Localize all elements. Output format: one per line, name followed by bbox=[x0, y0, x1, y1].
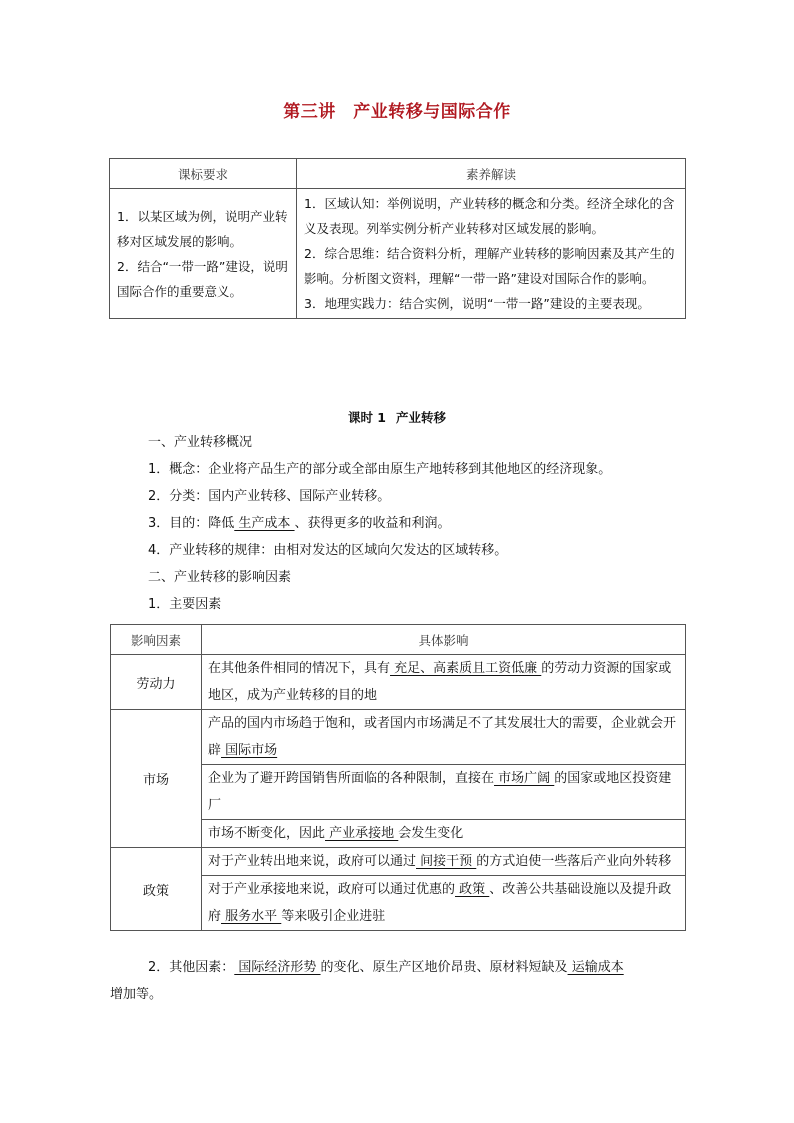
purpose-text: 3．目的：降低 bbox=[148, 516, 235, 531]
lesson-name: 产业转移 bbox=[396, 410, 447, 425]
factor-row-market bbox=[111, 710, 686, 765]
factor-row-policy bbox=[111, 848, 686, 876]
factors-col2-header: 具体影响 bbox=[202, 625, 686, 655]
requirements-body-row bbox=[110, 189, 686, 319]
concept-line: 1．概念：企业将产品生产的部分或全部由原生产地转移到其他地区的经济现象。 bbox=[148, 462, 612, 477]
requirements-col1-header: 课标要求 bbox=[110, 159, 297, 189]
factor-detail bbox=[202, 820, 686, 848]
detail-text: 的国家或地区投资建厂 bbox=[208, 771, 672, 813]
requirements-col2-header: 素养解读 bbox=[297, 159, 686, 189]
fill-blank: 产业承接地 bbox=[325, 826, 399, 841]
main-factors-heading: 1．主要因素 bbox=[148, 597, 222, 612]
rule-line: 4．产业转移的规律：由相对发达的区域向欠发达的区域转移。 bbox=[148, 543, 508, 558]
other-text: 的变化、原生产区地价昂贵、原材料短缺及 bbox=[320, 960, 568, 975]
detail-text: 的劳动力资源的国家或地区，成为产业转移的目的地 bbox=[208, 661, 672, 703]
fill-blank: 服务水平 bbox=[221, 909, 282, 924]
requirement-item: 1．以某区域为例，说明产业转移对区域发展的影响。 bbox=[117, 208, 288, 249]
fill-blank: 间接干预 bbox=[416, 854, 477, 869]
detail-text: 、改善公共基础设施以及提升政府 bbox=[208, 882, 672, 924]
literacy-item: 3．地理实践力：结合实例，说明“一带一路”建设的主要表现。 bbox=[304, 296, 650, 311]
other-factors-line bbox=[148, 958, 624, 978]
detail-text: 对于产业承接地来说，政府可以通过优惠的 bbox=[208, 882, 456, 897]
detail-text: 产品的国内市场趋于饱和，或者国内市场满足不了其发展壮大的需要，企业就会开辟 bbox=[208, 716, 677, 758]
purpose-line bbox=[148, 514, 451, 534]
factors-col1-header: 影响因素 bbox=[111, 625, 202, 655]
fill-blank: 国际市场 bbox=[221, 743, 278, 758]
other-factors-continuation: 增加等。 bbox=[110, 987, 163, 1002]
detail-text: 市场不断变化，因此 bbox=[208, 826, 326, 841]
factors-table bbox=[110, 624, 686, 931]
fill-blank: 市场广阔 bbox=[494, 771, 555, 786]
fill-blank: 政策 bbox=[455, 882, 490, 897]
section1-heading: 一、产业转移概况 bbox=[148, 435, 253, 450]
literacy-item: 2．综合思维：结合资料分析，理解产业转移的影响因素及其产生的影响。分析图文资料，理解“一带一路”建设对国际合作的影响。 bbox=[304, 246, 675, 286]
requirements-header-row bbox=[110, 159, 686, 189]
factor-detail bbox=[202, 655, 686, 710]
literacy-item: 1．区域认知：举例说明，产业转移的概念和分类。经济全球化的含义及表现。列举实例分析产业转移对区域发展的影响。 bbox=[304, 196, 675, 236]
detail-text: 对于产业转出地来说，政府可以通过 bbox=[208, 854, 417, 869]
fill-blank: 充足、高素质且工资低廉 bbox=[390, 661, 542, 676]
curriculum-requirements-cell bbox=[110, 189, 297, 319]
purpose-text: 、获得更多的收益和利润。 bbox=[294, 516, 451, 531]
fill-blank: 运输成本 bbox=[567, 960, 624, 975]
other-text: 2．其他因素： bbox=[148, 960, 235, 975]
detail-text: 的方式迫使一些落后产业向外转移 bbox=[476, 854, 672, 869]
section2-heading: 二、产业转移的影响因素 bbox=[148, 570, 292, 585]
detail-text: 会发生变化 bbox=[398, 826, 464, 841]
factor-category-policy: 政策 bbox=[111, 848, 202, 931]
fill-blank: 国际经济形势 bbox=[234, 960, 321, 975]
factors-header-row bbox=[111, 625, 686, 655]
detail-text: 企业为了避开跨国销售所面临的各种限制，直接在 bbox=[208, 771, 495, 786]
lesson-label: 课时 1 bbox=[347, 410, 387, 425]
requirement-item: 2．结合“一带一路”建设，说明国际合作的重要意义。 bbox=[117, 258, 288, 299]
classification-line: 2．分类：国内产业转移、国际产业转移。 bbox=[148, 489, 391, 504]
factor-category-labor: 劳动力 bbox=[111, 655, 202, 710]
factor-detail bbox=[202, 876, 686, 931]
page-title: 第三讲 产业转移与国际合作 bbox=[283, 102, 511, 122]
factor-detail bbox=[202, 765, 686, 820]
detail-text: 等来吸引企业进驻 bbox=[281, 909, 386, 924]
requirements-table bbox=[109, 158, 686, 319]
fill-blank: 生产成本 bbox=[234, 516, 295, 531]
factor-detail bbox=[202, 848, 686, 876]
detail-text: 在其他条件相同的情况下，具有 bbox=[208, 661, 391, 676]
literacy-interpretation-cell bbox=[297, 189, 686, 319]
lesson-heading bbox=[0, 408, 794, 426]
factor-category-market: 市场 bbox=[111, 710, 202, 848]
factor-detail bbox=[202, 710, 686, 765]
factor-row-labor bbox=[111, 655, 686, 710]
